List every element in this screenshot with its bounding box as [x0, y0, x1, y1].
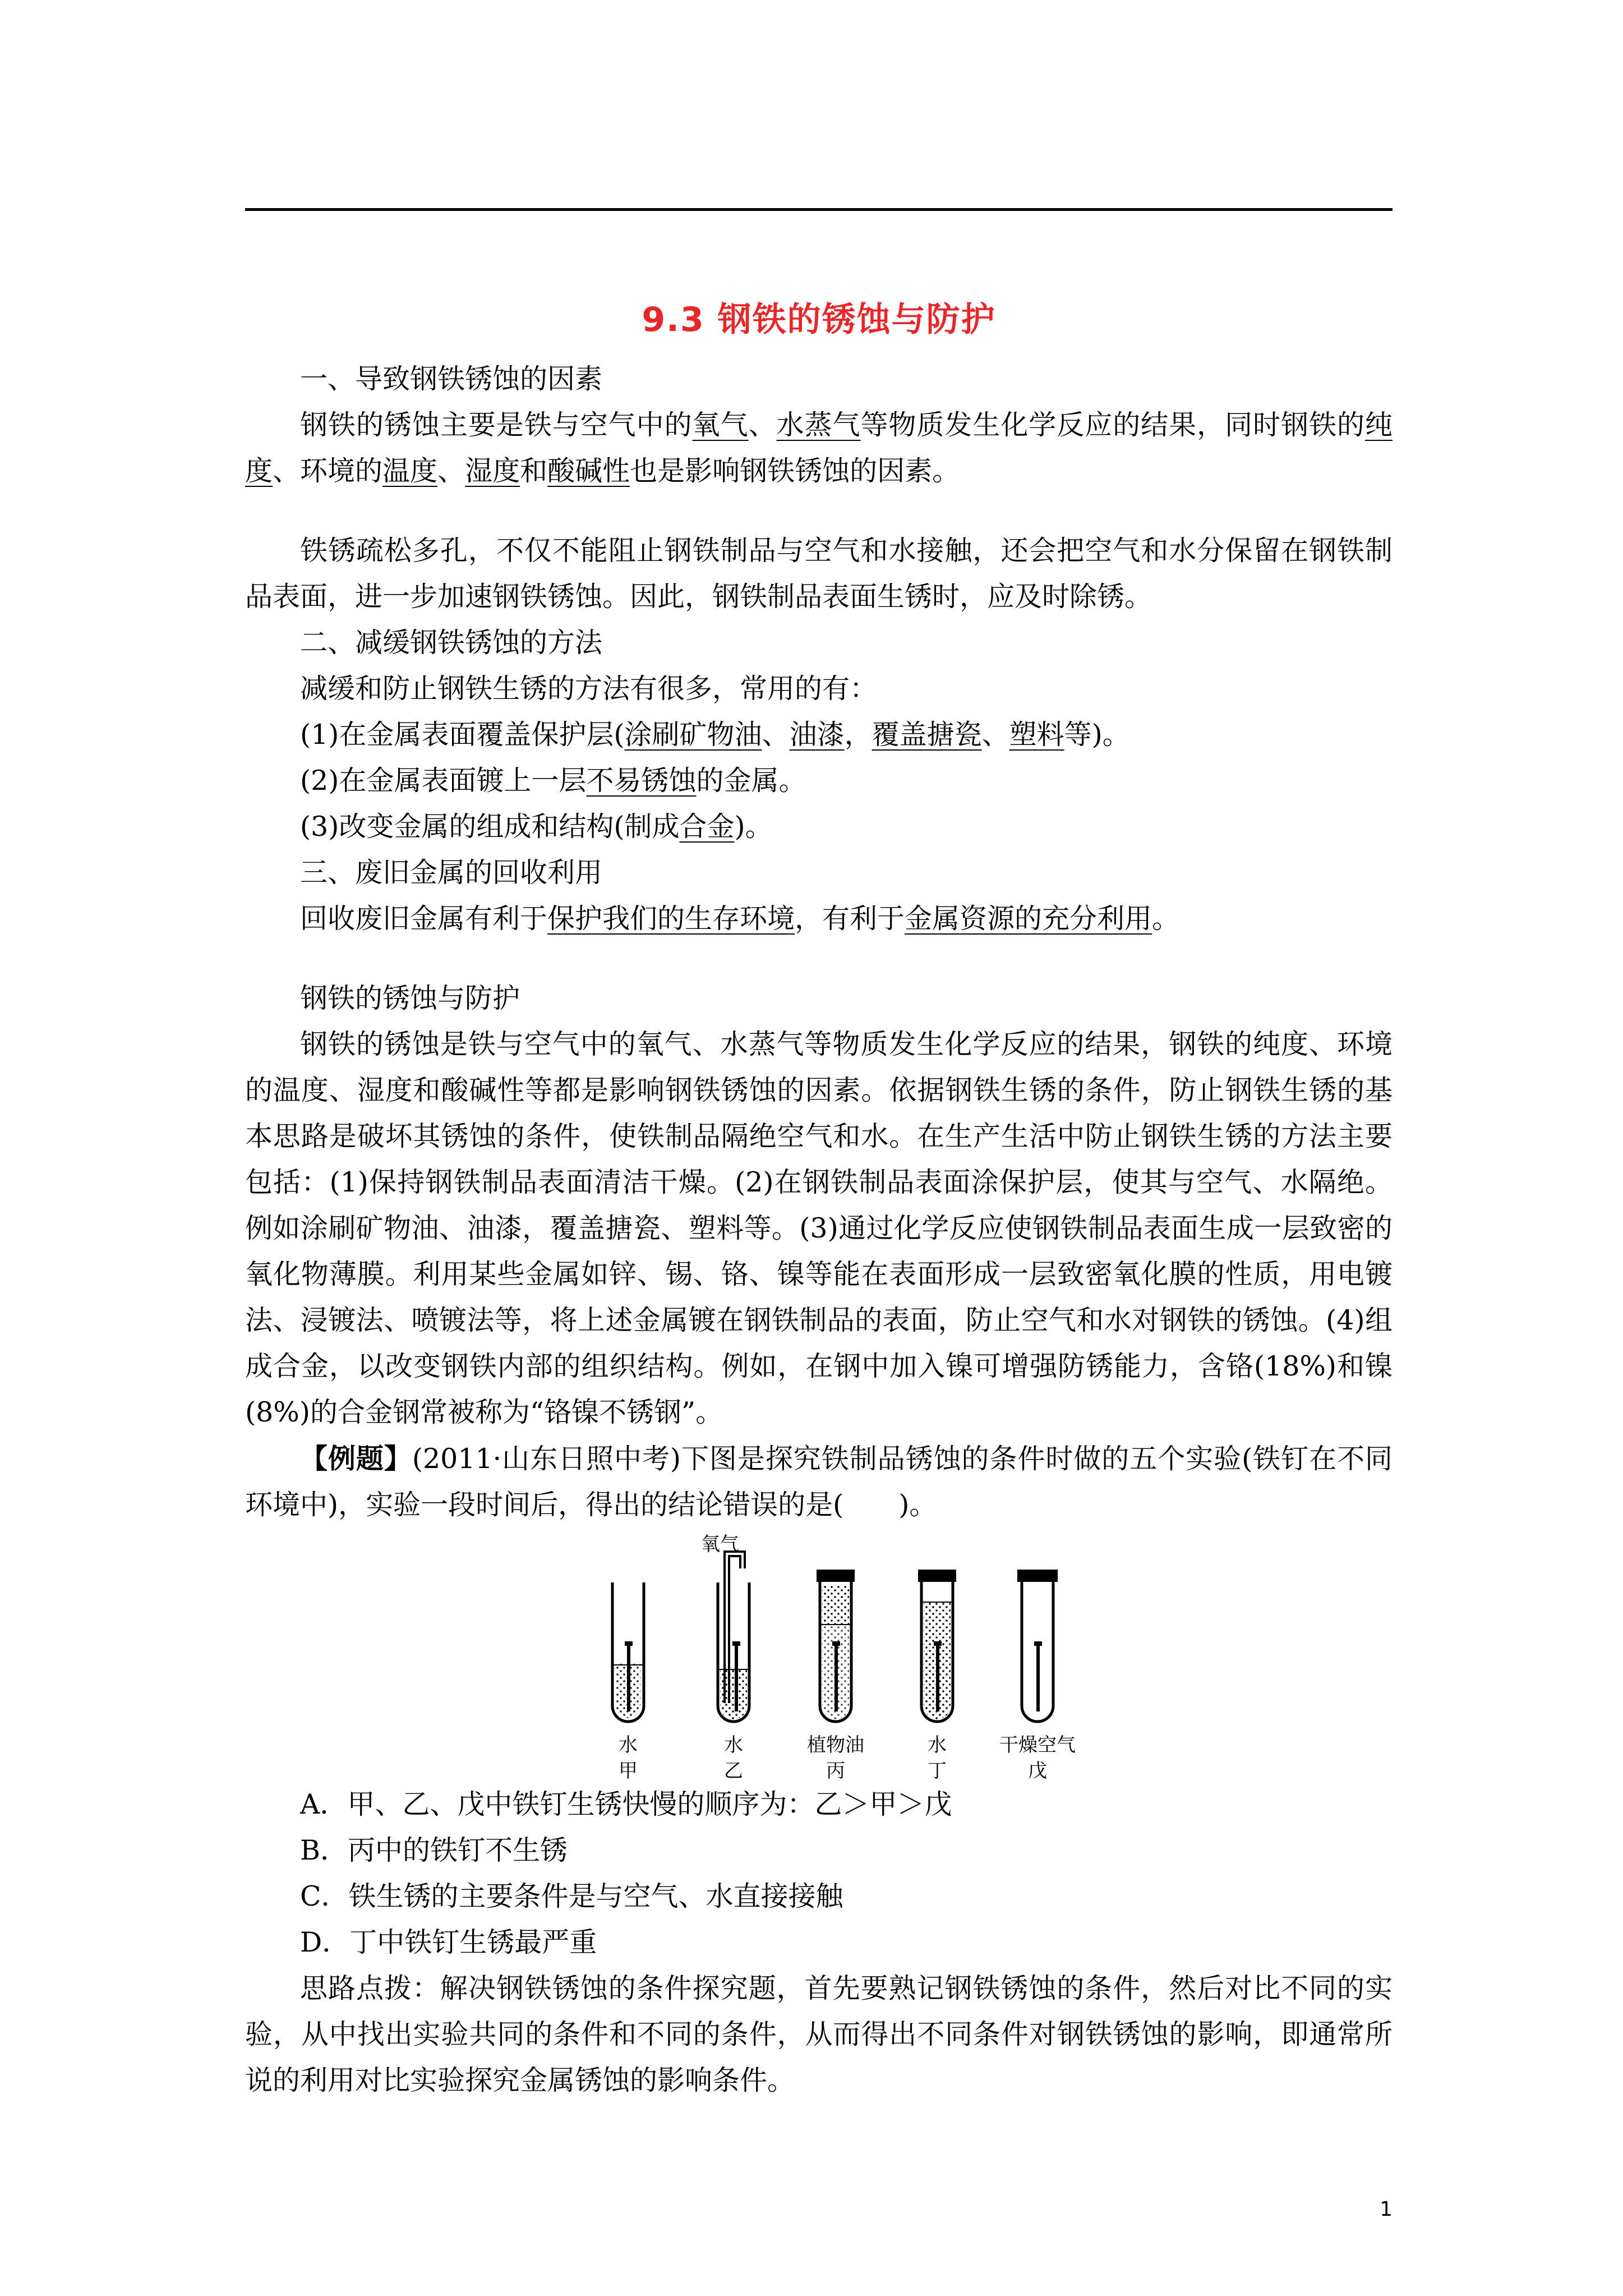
option-b: B．丙中的铁钉不生锈	[300, 1834, 568, 1866]
header-rule	[245, 208, 1393, 211]
answer-options	[245, 1782, 1393, 1966]
tube-ding	[918, 1570, 956, 1722]
page-title: 9.3 钢铁的锈蚀与防护	[642, 300, 996, 339]
tube-name-1: 甲	[619, 1760, 638, 1782]
page-number: 1	[1380, 2198, 1393, 2221]
tube-medium-1: 水	[619, 1734, 638, 1756]
section3-paragraph: 回收废旧金属有利于保护我们的生存环境，有利于金属资源的充分利用。	[300, 903, 1180, 935]
tube-name-2: 乙	[724, 1760, 743, 1782]
tube-medium-5: 干燥空气	[999, 1734, 1076, 1756]
tube-name-5: 戊	[1028, 1760, 1047, 1782]
document-body	[245, 356, 1393, 2104]
tube-wu	[1017, 1570, 1058, 1722]
section1-heading: 一、导致钢铁锈蚀的因素	[300, 363, 603, 395]
tube-name-4: 丁	[928, 1760, 947, 1782]
section4-paragraph: 钢铁的锈蚀是铁与空气中的氧气、水蒸气等物质发生化学反应的结果，钢铁的纯度、环境的温度、湿度和酸碱性等都是影响钢铁锈蚀的因素。依据钢铁生锈的条件，防止钢铁生锈的基本思路是破坏其锈蚀的条件，使铁制品隔绝空气和水。在生产生活中防止钢铁生锈的方法主要包括：(1)保持钢铁制品表面清洁干燥。(2)在钢铁制品表面涂保护层，使其与空气、水隔绝。例如涂刷矿物油、油漆，覆盖搪瓷、塑料等。(3)通过化学反应使钢铁制品表面生成一层致密的氧化物薄膜。利用某些金属如锌、锡、铬、镍等能在表面形成一层致密氧化膜的性质，用电镀法、浸镀法、喷镀法等，将上述金属镀在钢铁制品的表面，防止空气和水对钢铁的锈蚀。(4)组成合金，以改变钢铁内部的组织结构。例如，在钢中加入镍可增强防锈能力，含铬(18%)和镍(8%)的合金钢常被称为“铬镍不锈钢”。	[245, 1028, 1393, 1428]
tube-name-3: 丙	[826, 1760, 845, 1782]
option-c: C．铁生锈的主要条件是与空气、水直接接触	[300, 1880, 843, 1912]
section3-heading: 三、废旧金属的回收利用	[300, 857, 603, 889]
tube-bing	[817, 1570, 855, 1722]
option-a: A．甲、乙、戊中铁钉生锈快慢的顺序为：乙＞甲＞戊	[300, 1788, 952, 1820]
section2-intro: 减缓和防止钢铁生锈的方法有很多，常用的有：	[300, 673, 878, 705]
tube-medium-2: 水	[724, 1734, 743, 1756]
section4-heading: 钢铁的锈蚀与防护	[300, 982, 520, 1014]
option-d: D．丁中铁钉生锈最严重	[300, 1926, 597, 1958]
tube-medium-3: 植物油	[807, 1734, 864, 1756]
oxygen-label: 氧气	[701, 1533, 739, 1556]
tube-yi	[718, 1552, 749, 1722]
section2-heading: 二、减缓钢铁锈蚀的方法	[300, 627, 603, 659]
analysis-paragraph: 思路点拨：解决钢铁锈蚀的条件探究题，首先要熟记钢铁锈蚀的条件，然后对比不同的实验，从中找出实验共同的条件和不同的条件，从而得出不同条件对钢铁锈蚀的影响，即通常所说的利用对比实验探究金属锈蚀的影响条件。	[245, 1972, 1393, 2096]
tube-jia	[612, 1582, 644, 1722]
example-question: 【例题】(2011·山东日照中考)下图是探究铁制品锈蚀的条件时做的五个实验(铁钉在不同环境中)，实验一段时间后，得出的结论错误的是( )。	[245, 1442, 1393, 1521]
section1-rust-paragraph: 铁锈疏松多孔，不仅不能阻止钢铁制品与空气和水接触，还会把空气和水分保留在钢铁制品表面，进一步加速钢铁锈蚀。因此，钢铁制品表面生锈时，应及时除锈。	[245, 535, 1393, 613]
method-item-2: (2)在金属表面镀上一层不易锈蚀的金属。	[300, 765, 806, 797]
test-tube-figure	[606, 1533, 1076, 1782]
method-item-1: (1)在金属表面覆盖保护层(涂刷矿物油、油漆，覆盖搪瓷、塑料等)。	[300, 719, 1130, 751]
section1-paragraph: 钢铁的锈蚀主要是铁与空气中的氧气、水蒸气等物质发生化学反应的结果，同时钢铁的纯度、环境的温度、湿度和酸碱性也是影响钢铁锈蚀的因素。	[245, 409, 1393, 487]
tube-medium-4: 水	[928, 1734, 947, 1756]
method-item-3: (3)改变金属的组成和结构(制成合金)。	[300, 811, 773, 843]
